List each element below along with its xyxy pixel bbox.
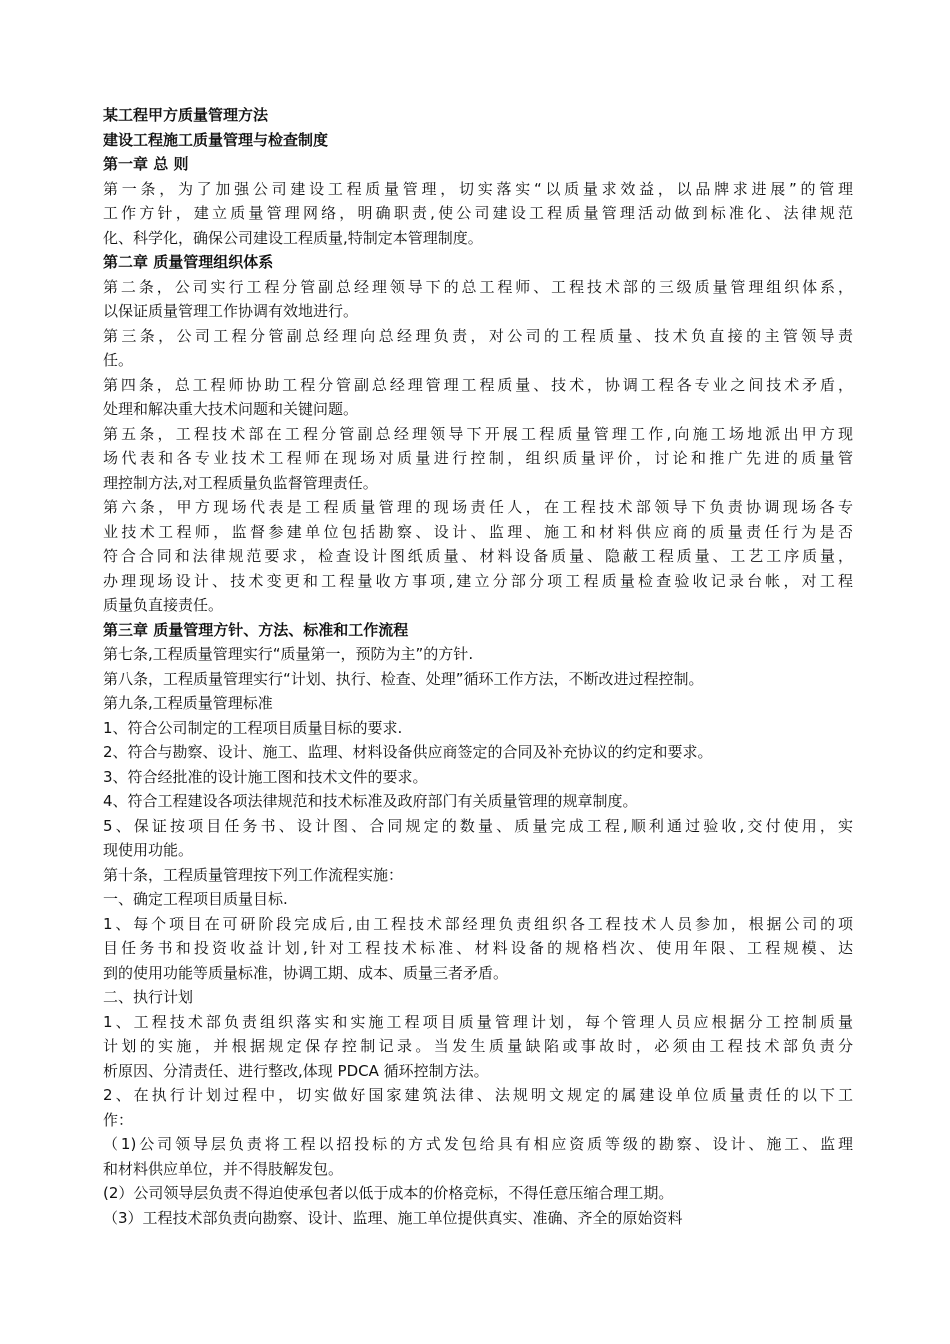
text-line: 目任务书和投资收益计划,针对工程技术标准、材料设备的规格档次、使用年限、工程规模、达 bbox=[103, 939, 853, 957]
document-body bbox=[103, 152, 853, 1230]
paragraph bbox=[103, 814, 853, 863]
paragraph bbox=[103, 1010, 853, 1084]
document-subtitle: 建设工程施工质量管理与检查制度 bbox=[103, 130, 329, 149]
text-line: 理控制方法,对工程质量负监督管理责任。 bbox=[103, 473, 378, 492]
text-line: 和材料供应单位，并不得肢解发包。 bbox=[103, 1159, 344, 1178]
text-line: 任。 bbox=[103, 351, 134, 369]
paragraph bbox=[103, 912, 853, 986]
text-line: 计划的实施，并根据规定保存控制记录。当发生质量缺陷或事故时，必须由工程技术部负责分 bbox=[103, 1037, 853, 1055]
text-line: 第八条，工程质量管理实行“计划、执行、检查、处理”循环工作方法，不断改进过程控制。 bbox=[103, 669, 704, 688]
document-title: 某工程甲方质量管理方法 bbox=[103, 106, 269, 124]
paragraph bbox=[103, 863, 853, 888]
paragraph bbox=[103, 642, 853, 667]
text-line: 5、保证按项目任务书、设计图、合同规定的数量、质量完成工程,顺利通过验收,交付使用，实 bbox=[103, 816, 853, 835]
paragraph bbox=[103, 887, 853, 912]
text-line: 第五条，工程技术部在工程分管副总经理领导下开展工程质量管理工作,向施工场地派出甲方现 bbox=[103, 424, 853, 443]
text-line: 第二条，公司实行工程分管副总经理领导下的总工程师、工程技术部的三级质量管理组织体系， bbox=[103, 277, 853, 296]
text-line: 4、符合工程建设各项法律规范和技术标准及政府部门有关质量管理的规章制度。 bbox=[103, 792, 638, 810]
paragraph bbox=[103, 985, 853, 1010]
text-line: 第十条，工程质量管理按下列工作流程实施： bbox=[103, 865, 404, 884]
chapter-heading bbox=[103, 152, 853, 177]
text-line: 第一条，为了加强公司建设工程质量管理，切实落实“以质量求效益，以品牌求进展”的管理 bbox=[103, 179, 853, 198]
text-line: 作： bbox=[103, 1110, 134, 1129]
text-line: 处理和解决重大技术问题和关键问题。 bbox=[103, 400, 359, 418]
paragraph bbox=[103, 789, 853, 814]
paragraph bbox=[103, 667, 853, 692]
text-line: 第三章 质量管理方针、方法、标准和工作流程 bbox=[103, 620, 409, 639]
text-line: 到的使用功能等质量标准，协调工期、成本、质量三者矛盾。 bbox=[103, 963, 509, 982]
text-line: 第一章 总 则 bbox=[103, 155, 189, 173]
paragraph bbox=[103, 275, 853, 324]
paragraph bbox=[103, 1206, 853, 1231]
text-line: 2、在执行计划过程中，切实做好国家建筑法律、法规明文规定的属建设单位质量责任的以下工 bbox=[103, 1086, 853, 1104]
text-line: 办理现场设计、技术变更和工程量收方事项,建立分部分项工程质量检查验收记录台帐，对工程 bbox=[103, 571, 853, 590]
text-line: 以保证质量管理工作协调有效地进行。 bbox=[103, 302, 359, 320]
text-line: 第四条，总工程师协助工程分管副总经理管理工程质量、技术，协调工程各专业之间技术矛盾， bbox=[103, 375, 853, 394]
paragraph bbox=[103, 373, 853, 422]
paragraph bbox=[103, 177, 853, 251]
text-line: (2）公司领导层负责不得迫使承包者以低于成本的价格竞标，不得任意压缩合理工期。 bbox=[103, 1184, 674, 1202]
paragraph bbox=[103, 1181, 853, 1206]
text-line: 第九条,工程质量管理标准 bbox=[103, 694, 273, 712]
text-line: 化、科学化，确保公司建设工程质量,特制定本管理制度。 bbox=[103, 228, 483, 247]
paragraph bbox=[103, 495, 853, 618]
paragraph bbox=[103, 1083, 853, 1132]
chapter-heading bbox=[103, 618, 853, 643]
text-line: 二、执行计划 bbox=[103, 988, 194, 1006]
text-line: 3、符合经批准的设计施工图和技术文件的要求。 bbox=[103, 767, 428, 786]
chapter-heading bbox=[103, 250, 853, 275]
text-line: 符合合同和法律规范要求，检查设计图纸质量、材料设备质量、隐蔽工程质量、工艺工序质量， bbox=[103, 547, 853, 565]
text-line: 第三条，公司工程分管副总经理向总经理负责，对公司的工程质量、技术负直接的主管领导责 bbox=[103, 326, 853, 345]
text-line: 业技术工程师，监督参建单位包括勘察、设计、监理、施工和材料供应商的质量责任行为是否 bbox=[103, 522, 853, 541]
text-line: 第六条，甲方现场代表是工程质量管理的现场责任人，在工程技术部领导下负责协调现场各专 bbox=[103, 498, 853, 516]
text-line: 工作方针，建立质量管理网络，明确职责,使公司建设工程质量管理活动做到标准化、法律规范 bbox=[103, 204, 853, 222]
text-line: 2、符合与勘察、设计、施工、监理、材料设备供应商签定的合同及补充协议的约定和要求。 bbox=[103, 743, 713, 761]
text-line: 一、确定工程项目质量目标. bbox=[103, 890, 288, 908]
paragraph bbox=[103, 765, 853, 790]
paragraph bbox=[103, 422, 853, 496]
text-line: 1、每个项目在可研阶段完成后,由工程技术部经理负责组织各工程技术人员参加，根据公司的项 bbox=[103, 914, 853, 933]
text-line: 场代表和各专业技术工程师在现场对质量进行控制，组织质量评价，讨论和推广先进的质量管 bbox=[103, 449, 853, 467]
text-line: 现使用功能。 bbox=[103, 841, 194, 859]
paragraph bbox=[103, 740, 853, 765]
text-line: （3）工程技术部负责向勘察、设计、监理、施工单位提供真实、准确、齐全的原始资料 bbox=[103, 1208, 683, 1227]
document-page bbox=[103, 103, 853, 1230]
text-line: 1、符合公司制定的工程项目质量目标的要求. bbox=[103, 718, 403, 737]
text-line: 第二章 质量管理组织体系 bbox=[103, 253, 274, 271]
text-line: 质量负直接责任。 bbox=[103, 596, 224, 614]
text-line: 第七条,工程质量管理实行“质量第一，预防为主”的方针. bbox=[103, 645, 474, 663]
text-line: 1、工程技术部负责组织落实和实施工程项目质量管理计划，每个管理人员应根据分工控制质量 bbox=[103, 1012, 853, 1031]
paragraph bbox=[103, 716, 853, 741]
paragraph bbox=[103, 691, 853, 716]
paragraph bbox=[103, 1132, 853, 1181]
text-line: （1)公司领导层负责将工程以招投标的方式发包给具有相应资质等级的勘察、设计、施工、监理 bbox=[103, 1135, 853, 1153]
paragraph bbox=[103, 324, 853, 373]
text-line: 析原因、分清责任、进行整改,体现 PDCA 循环控制方法。 bbox=[103, 1061, 489, 1080]
